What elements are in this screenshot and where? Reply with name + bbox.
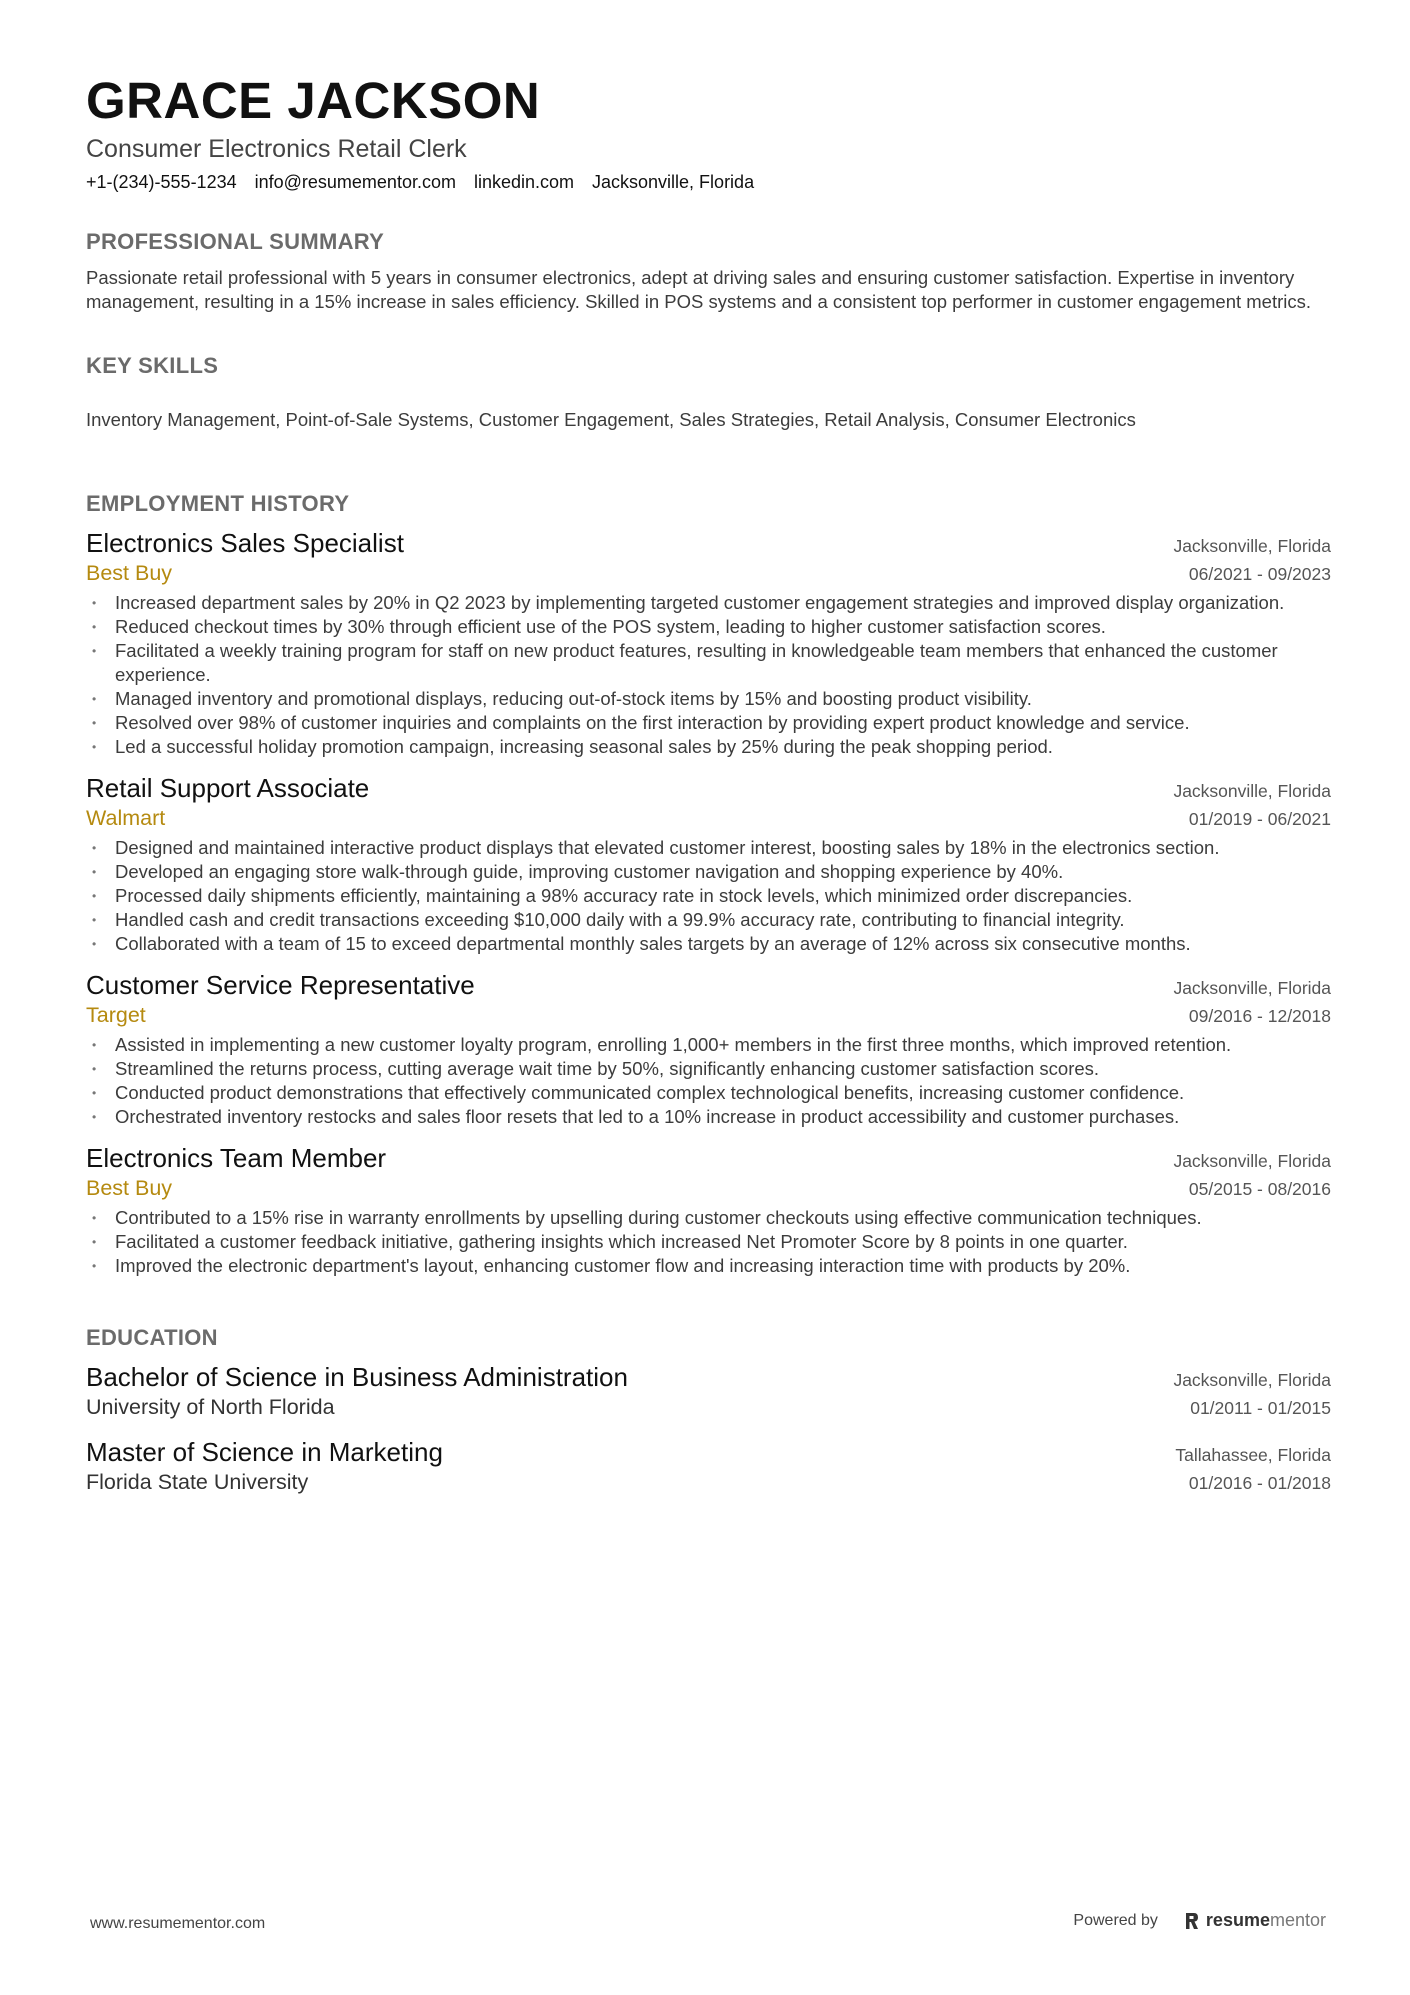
section-title-skills: KEY SKILLS — [86, 353, 219, 378]
job-entry — [86, 970, 1331, 1129]
job-bullet: • Streamlined the returns process, cutting average wait time by 50%, significantly enhancing customer satisfaction scores. — [86, 1057, 1331, 1081]
job-bullet: • Handled cash and credit transactions exceeding $10,000 daily with a 99.9% accuracy rate, contributing to financial integrity. — [86, 908, 1331, 932]
footer-website[interactable]: www.resumementor.com — [90, 1915, 266, 1932]
job-bullet: • Processed daily shipments efficiently, maintaining a 98% accuracy rate in stock levels, which minimized order discrepancies. — [86, 884, 1331, 908]
education-entry — [86, 1362, 1331, 1421]
contact-email[interactable]: info@resumementor.com — [254, 172, 456, 192]
job-bullets — [86, 591, 1331, 759]
footer-branding — [1073, 1910, 1326, 1931]
candidate-headline: Consumer Electronics Retail Clerk — [86, 135, 467, 163]
education-section — [86, 1324, 1331, 1496]
job-bullet: • Contributed to a 15% rise in warranty enrollments by upselling during customer checkouts using effective communication techniques. — [86, 1206, 1331, 1230]
resumementor-logo-icon — [1184, 1911, 1200, 1931]
section-title-education: EDUCATION — [86, 1325, 218, 1350]
contact-linkedin[interactable]: linkedin.com — [473, 172, 575, 192]
job-bullet: • Assisted in implementing a new customer loyalty program, enrolling 1,000+ members in the first three months, which improved retention. — [86, 1033, 1331, 1057]
contact-line — [86, 170, 1331, 194]
job-location: Jacksonville, Florida — [1173, 536, 1331, 556]
job-location: Jacksonville, Florida — [1173, 978, 1331, 998]
job-title: Retail Support Associate — [86, 773, 370, 803]
job-bullet: • Conducted product demonstrations that effectively communicated complex technological benefits, increasing customer confidence. — [86, 1081, 1331, 1105]
job-location: Jacksonville, Florida — [1173, 1151, 1331, 1171]
job-bullets — [86, 836, 1331, 956]
job-bullet: • Facilitated a weekly training program for staff on new product features, resulting in knowledgeable team members that enhanced the customer experience. — [86, 639, 1331, 687]
job-title: Electronics Team Member — [86, 1143, 387, 1173]
resume-content — [86, 68, 1331, 1496]
job-dates: 05/2015 - 08/2016 — [1188, 1179, 1331, 1199]
degree-title: Bachelor of Science in Business Administration — [86, 1362, 628, 1392]
resumementor-logo[interactable] — [1184, 1910, 1326, 1931]
job-title: Customer Service Representative — [86, 970, 475, 1000]
job-dates: 01/2019 - 06/2021 — [1188, 809, 1331, 829]
job-bullet: • Increased department sales by 20% in Q2 2023 by implementing targeted customer engagement strategies and improved display organization. — [86, 591, 1331, 615]
section-title-summary: PROFESSIONAL SUMMARY — [86, 229, 385, 254]
job-bullet: • Reduced checkout times by 30% through efficient use of the POS system, leading to higher customer satisfaction scores. — [86, 615, 1331, 639]
job-entry — [86, 1143, 1331, 1278]
job-bullet: • Designed and maintained interactive product displays that elevated customer interest, boosting sales by 18% in the electronics section. — [86, 836, 1331, 860]
job-dates: 06/2021 - 09/2023 — [1188, 564, 1331, 584]
job-company: Walmart — [86, 806, 166, 830]
powered-by-label: Powered by — [1073, 1911, 1158, 1929]
education-location: Tallahassee, Florida — [1175, 1445, 1331, 1465]
job-bullets — [86, 1206, 1331, 1278]
summary-text: Passionate retail professional with 5 years in consumer electronics, adept at driving sales and ensuring customer satisfaction. Expertise in inventory management, resulting in a 15% increase in sales efficiency. Skilled in POS systems and a consistent top performer in customer engagement metrics. — [86, 267, 1312, 312]
brand-text-light: mentor — [1269, 1910, 1326, 1930]
employment-history-section — [86, 490, 1331, 1278]
education-entry — [86, 1437, 1331, 1496]
job-company: Best Buy — [86, 1176, 173, 1200]
contact-phone: +1-(234)-555-1234 — [86, 172, 237, 192]
job-bullet: • Collaborated with a team of 15 to exceed departmental monthly sales targets by an average of 12% across six consecutive months. — [86, 932, 1331, 956]
job-entry — [86, 528, 1331, 759]
job-bullet: • Led a successful holiday promotion campaign, increasing seasonal sales by 25% during the peak shopping period. — [86, 735, 1331, 759]
contact-location: Jacksonville, Florida — [592, 172, 755, 192]
school-name: University of North Florida — [86, 1395, 335, 1419]
professional-summary-section — [86, 228, 1331, 314]
job-bullet: • Developed an engaging store walk-through guide, improving customer navigation and shopping experience by 40%. — [86, 860, 1331, 884]
brand-text-bold: resume — [1205, 1910, 1270, 1930]
education-dates: 01/2011 - 01/2015 — [1190, 1398, 1331, 1418]
job-bullet: • Improved the electronic department's layout, enhancing customer flow and increasing interaction time with products by 20%. — [86, 1254, 1331, 1278]
job-bullet: • Resolved over 98% of customer inquiries and complaints on the first interaction by providing expert product knowledge and service. — [86, 711, 1331, 735]
skills-text: Inventory Management, Point-of-Sale Systems, Customer Engagement, Sales Strategies, Retail Analysis, Consumer Electronics — [86, 409, 1136, 430]
school-name: Florida State University — [86, 1470, 309, 1494]
job-bullet: • Facilitated a customer feedback initiative, gathering insights which increased Net Promoter Score by 8 points in one quarter. — [86, 1230, 1331, 1254]
job-bullets — [86, 1033, 1331, 1129]
job-bullet: • Orchestrated inventory restocks and sales floor resets that led to a 10% increase in product accessibility and customer purchases. — [86, 1105, 1331, 1129]
job-company: Target — [86, 1003, 146, 1027]
key-skills-section — [86, 352, 1331, 432]
education-location: Jacksonville, Florida — [1173, 1370, 1331, 1390]
job-dates: 09/2016 - 12/2018 — [1188, 1006, 1331, 1026]
job-title: Electronics Sales Specialist — [86, 528, 404, 558]
candidate-name: GRACE JACKSON — [86, 72, 541, 129]
degree-title: Master of Science in Marketing — [86, 1437, 443, 1467]
job-company: Best Buy — [86, 561, 173, 585]
section-title-employment: EMPLOYMENT HISTORY — [86, 491, 350, 516]
job-bullet: • Managed inventory and promotional displays, reducing out-of-stock items by 15% and boosting product visibility. — [86, 687, 1331, 711]
job-location: Jacksonville, Florida — [1173, 781, 1331, 801]
education-dates: 01/2016 - 01/2018 — [1188, 1473, 1331, 1493]
job-entry — [86, 773, 1331, 956]
